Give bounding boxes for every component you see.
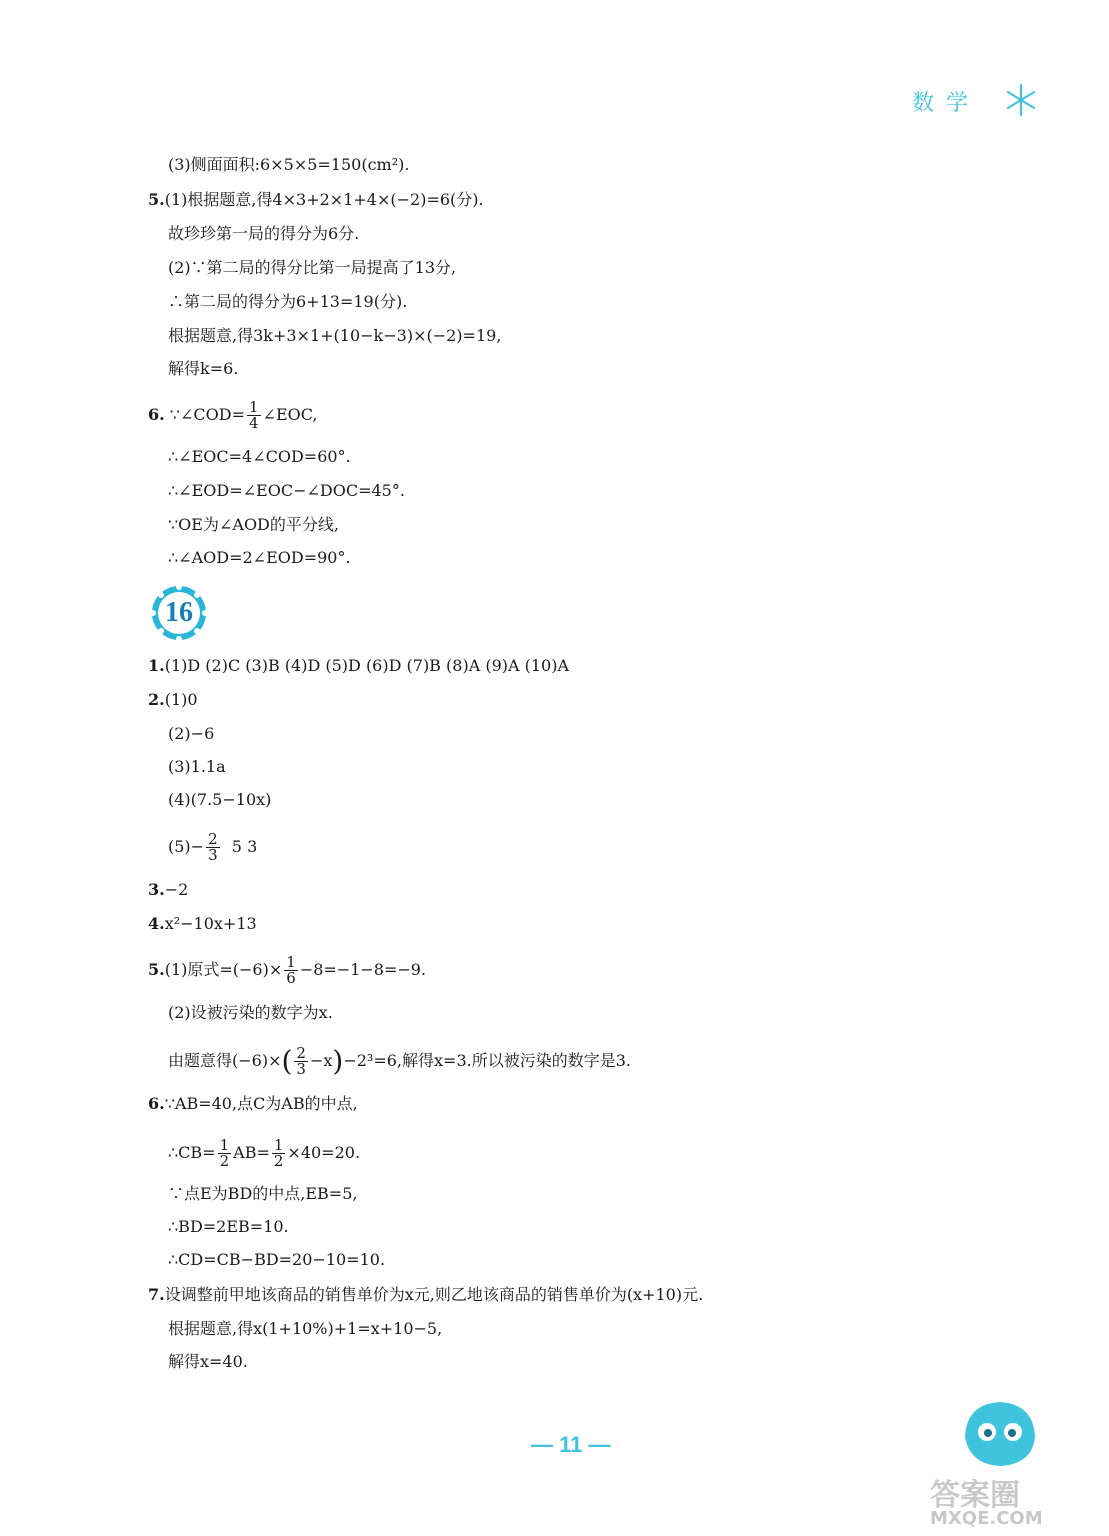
answer-text: −x [309, 1051, 333, 1070]
answer-line: ∴∠EOC=4∠COD=60°. [168, 447, 351, 466]
answer-line: ∴CD=CB−BD=20−10=10. [168, 1250, 386, 1269]
answer-line: 根据题意,得3k+3×1+(10−k−3)×(−2)=19, [168, 326, 502, 345]
question-number: 5. [148, 190, 165, 209]
numerator: 1 [286, 953, 296, 971]
answer-line: (3)侧面面积:6×5×5=150(cm²). [168, 155, 410, 174]
watermark-url: MXQE.COM [930, 1508, 1043, 1529]
watermark-brand: 答案圈 [930, 1478, 1020, 1513]
answer-line: (2)−6 [168, 724, 215, 743]
answer-text: (1)0 [164, 690, 198, 709]
question-number: 3. [148, 880, 165, 899]
fraction [247, 400, 261, 431]
answer-line: 解得x=40. [168, 1352, 248, 1371]
section-number: 16 [165, 597, 193, 628]
answer-line: 解得k=6. [168, 359, 239, 378]
answer-text: 设调整前甲地该商品的销售单价为x元,则乙地该商品的销售单价为(x+10)元. [164, 1285, 704, 1304]
answer-text: −2 [164, 880, 189, 899]
answer-line: ∴∠EOD=∠EOC−∠DOC=45°. [168, 481, 405, 500]
fraction [294, 1046, 308, 1077]
answer-line: (2)∵第二局的得分比第一局提高了13分, [168, 258, 457, 277]
question-number: 6. [148, 1094, 165, 1113]
numerator: 2 [208, 830, 218, 848]
numerator: 1 [219, 1136, 230, 1154]
answer-line [168, 1138, 360, 1169]
denominator: 3 [208, 846, 218, 864]
answer-line [148, 1093, 358, 1115]
answer-text: ∵AB=40,点C为AB的中点, [164, 1094, 358, 1113]
subject-header: 数学 [912, 91, 981, 116]
answer-text: 由题意得(−6)× [168, 1051, 282, 1070]
answer-text: ∴CB= [168, 1143, 216, 1162]
numerator: 2 [296, 1044, 306, 1062]
question-number: 1. [148, 656, 165, 675]
answer-line [148, 189, 484, 211]
answer-text: 5 3 [231, 837, 258, 856]
answer-line: ∴BD=2EB=10. [168, 1217, 289, 1236]
numerator: 1 [248, 398, 259, 416]
fraction [206, 832, 220, 863]
answer-line [148, 1284, 703, 1306]
answer-text: ×40=20. [287, 1143, 361, 1162]
answer-line: 故珍珍第一局的得分为6分. [168, 224, 360, 243]
answer-text: ∠EOC, [262, 405, 318, 424]
answer-text: AB= [233, 1143, 270, 1162]
answer-text: (1)D (2)C (3)B (4)D (5)D (6)D (7)B (8)A (9)A (10)A [164, 656, 570, 675]
answer-text: (1)原式=(−6)× [164, 960, 283, 979]
denominator: 2 [219, 1152, 230, 1170]
answer-line: ∵OE为∠AOD的平分线, [168, 515, 339, 534]
snowflake-icon [1003, 82, 1039, 118]
answer-line [148, 879, 188, 901]
answer-text: −8=−1−8=−9. [299, 960, 427, 979]
denominator: 6 [286, 969, 296, 987]
answer-line: 由题意得(−6)×( $\frac{2}{3}$ −x)−2³=6,解得x=3.所以被污染的数字是3. [168, 1044, 631, 1078]
denominator: 4 [248, 414, 259, 432]
numerator: 1 [273, 1136, 284, 1154]
answer-text: (1)根据题意,得4×3+2×1+4×(−2)=6(分). [164, 190, 484, 209]
answer-line: 根据题意,得x(1+10%)+1=x+10−5, [168, 1319, 443, 1338]
mascot-icon [955, 1396, 1045, 1476]
fraction [272, 1138, 286, 1169]
answer-line [168, 832, 257, 863]
question-number: 5. [148, 960, 165, 979]
fraction [218, 1138, 232, 1169]
answer-line: ∴∠AOD=2∠EOD=90°. [168, 548, 351, 567]
answer-line: (4)(7.5−10x) [168, 790, 272, 809]
denominator: 3 [296, 1060, 306, 1078]
question-number: 7. [148, 1285, 165, 1304]
answer-text: ∵∠COD= [169, 405, 245, 424]
answer-line: ∵点E为BD的中点,EB=5, [168, 1184, 358, 1203]
answer-line [148, 955, 426, 986]
question-number: 4. [148, 914, 165, 933]
answer-line [148, 913, 257, 935]
answer-line [148, 655, 569, 677]
answer-line: (2)设被污染的数字为x. [168, 1003, 333, 1022]
answer-text: (5)− [168, 837, 205, 856]
question-number: 2. [148, 690, 165, 709]
denominator: 2 [273, 1152, 284, 1170]
question-number: 6. [148, 405, 165, 424]
answer-line [148, 400, 318, 431]
answer-text: −2³=6,解得x=3.所以被污染的数字是3. [343, 1051, 631, 1070]
answer-line: ∴第二局的得分为6+13=19(分). [168, 292, 408, 311]
answer-line [148, 689, 198, 711]
fraction [284, 955, 298, 986]
page-number: — 11 — [531, 1432, 611, 1457]
answer-line: (3)1.1a [168, 757, 226, 776]
answer-text: x²−10x+13 [164, 914, 257, 933]
